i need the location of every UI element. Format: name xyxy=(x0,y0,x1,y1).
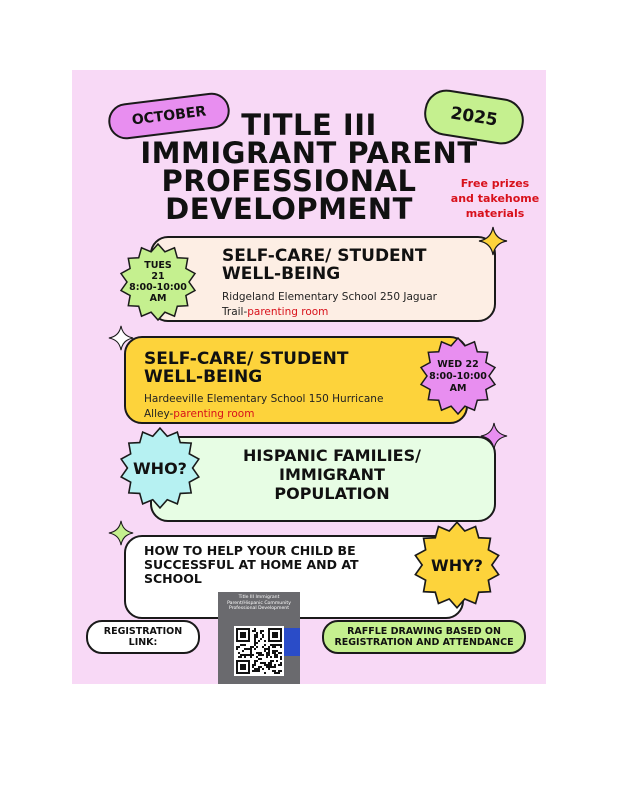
qr-code-icon[interactable] xyxy=(234,626,284,676)
session-2-ampm: AM xyxy=(449,383,467,394)
why-heading xyxy=(144,544,359,586)
session-1-date-num: 21 xyxy=(151,271,165,282)
session-2-location xyxy=(144,392,394,422)
qr-caption: Title III Immigrant Parent/Hispanic Community Professional Development xyxy=(227,595,291,612)
session-1-heading-line-1: SELF-CARE/ STUDENT xyxy=(222,246,427,266)
session-2-address: Hardeeville Elementary School 150 Hurricane Alley- xyxy=(144,393,384,420)
who-label: WHO? xyxy=(133,458,187,478)
who-line-3: POPULATION xyxy=(274,484,390,503)
session-1-heading-line-2: WELL-BEING xyxy=(222,264,341,284)
registration-pill xyxy=(86,620,200,654)
year-label: 2025 xyxy=(449,103,499,131)
raffle-line-2: REGISTRATION AND ATTENDANCE xyxy=(334,637,514,648)
raffle-pill xyxy=(322,620,526,654)
session-2-day: WED 22 xyxy=(437,359,479,370)
session-1-address: Ridgeland Elementary School 250 Jaguar Trail- xyxy=(222,291,437,318)
session-2-heading-line-1: SELF-CARE/ STUDENT xyxy=(144,349,349,369)
why-line-2: SUCCESSFUL AT HOME AND AT xyxy=(144,557,359,572)
why-line-1: HOW TO HELP YOUR CHILD BE xyxy=(144,543,356,558)
title-line-4: DEVELOPMENT xyxy=(165,192,413,226)
who-heading xyxy=(212,446,452,503)
session-2-heading-line-2: WELL-BEING xyxy=(144,367,263,387)
who-line-2: IMMIGRANT xyxy=(279,465,385,484)
prizes-line-2: and takehome xyxy=(450,192,540,205)
session-1-time: 8:00-10:00 xyxy=(129,282,187,293)
registration-line-1: REGISTRATION xyxy=(103,626,183,637)
title-line-1: TITLE III xyxy=(241,108,377,142)
why-line-3: SCHOOL xyxy=(144,571,202,586)
prizes-line-1: Free prizes xyxy=(460,177,530,190)
session-1-location xyxy=(222,290,462,320)
why-label: WHY? xyxy=(431,555,483,575)
prizes-note xyxy=(450,176,540,221)
raffle-line-1: RAFFLE DRAWING BASED ON xyxy=(347,626,501,637)
month-label: OCTOBER xyxy=(130,103,208,129)
title-line-2: IMMIGRANT PARENT xyxy=(140,136,478,170)
flyer xyxy=(72,70,546,684)
title-line-3: PROFESSIONAL xyxy=(161,164,417,198)
session-2-date xyxy=(420,354,496,400)
sparkle-icon xyxy=(108,520,134,546)
who-badge xyxy=(118,450,202,486)
session-2-time: 8:00-10:00 xyxy=(429,371,487,382)
session-1-day: TUES xyxy=(144,260,172,271)
session-1-heading xyxy=(222,247,427,283)
registration-line-2: LINK: xyxy=(128,637,158,648)
why-badge xyxy=(412,547,502,583)
session-1-room: parenting room xyxy=(247,306,329,318)
sparkle-icon xyxy=(480,422,508,450)
who-line-1: HISPANIC FAMILIES/ xyxy=(243,446,421,465)
session-1-date xyxy=(120,254,196,310)
session-1-ampm: AM xyxy=(149,293,167,304)
session-2-room: parenting room xyxy=(173,408,255,420)
prizes-line-3: materials xyxy=(465,207,525,220)
session-2-heading xyxy=(144,350,349,386)
qr-panel[interactable] xyxy=(218,592,300,684)
sparkle-icon xyxy=(478,226,508,256)
sparkle-icon xyxy=(108,325,134,351)
